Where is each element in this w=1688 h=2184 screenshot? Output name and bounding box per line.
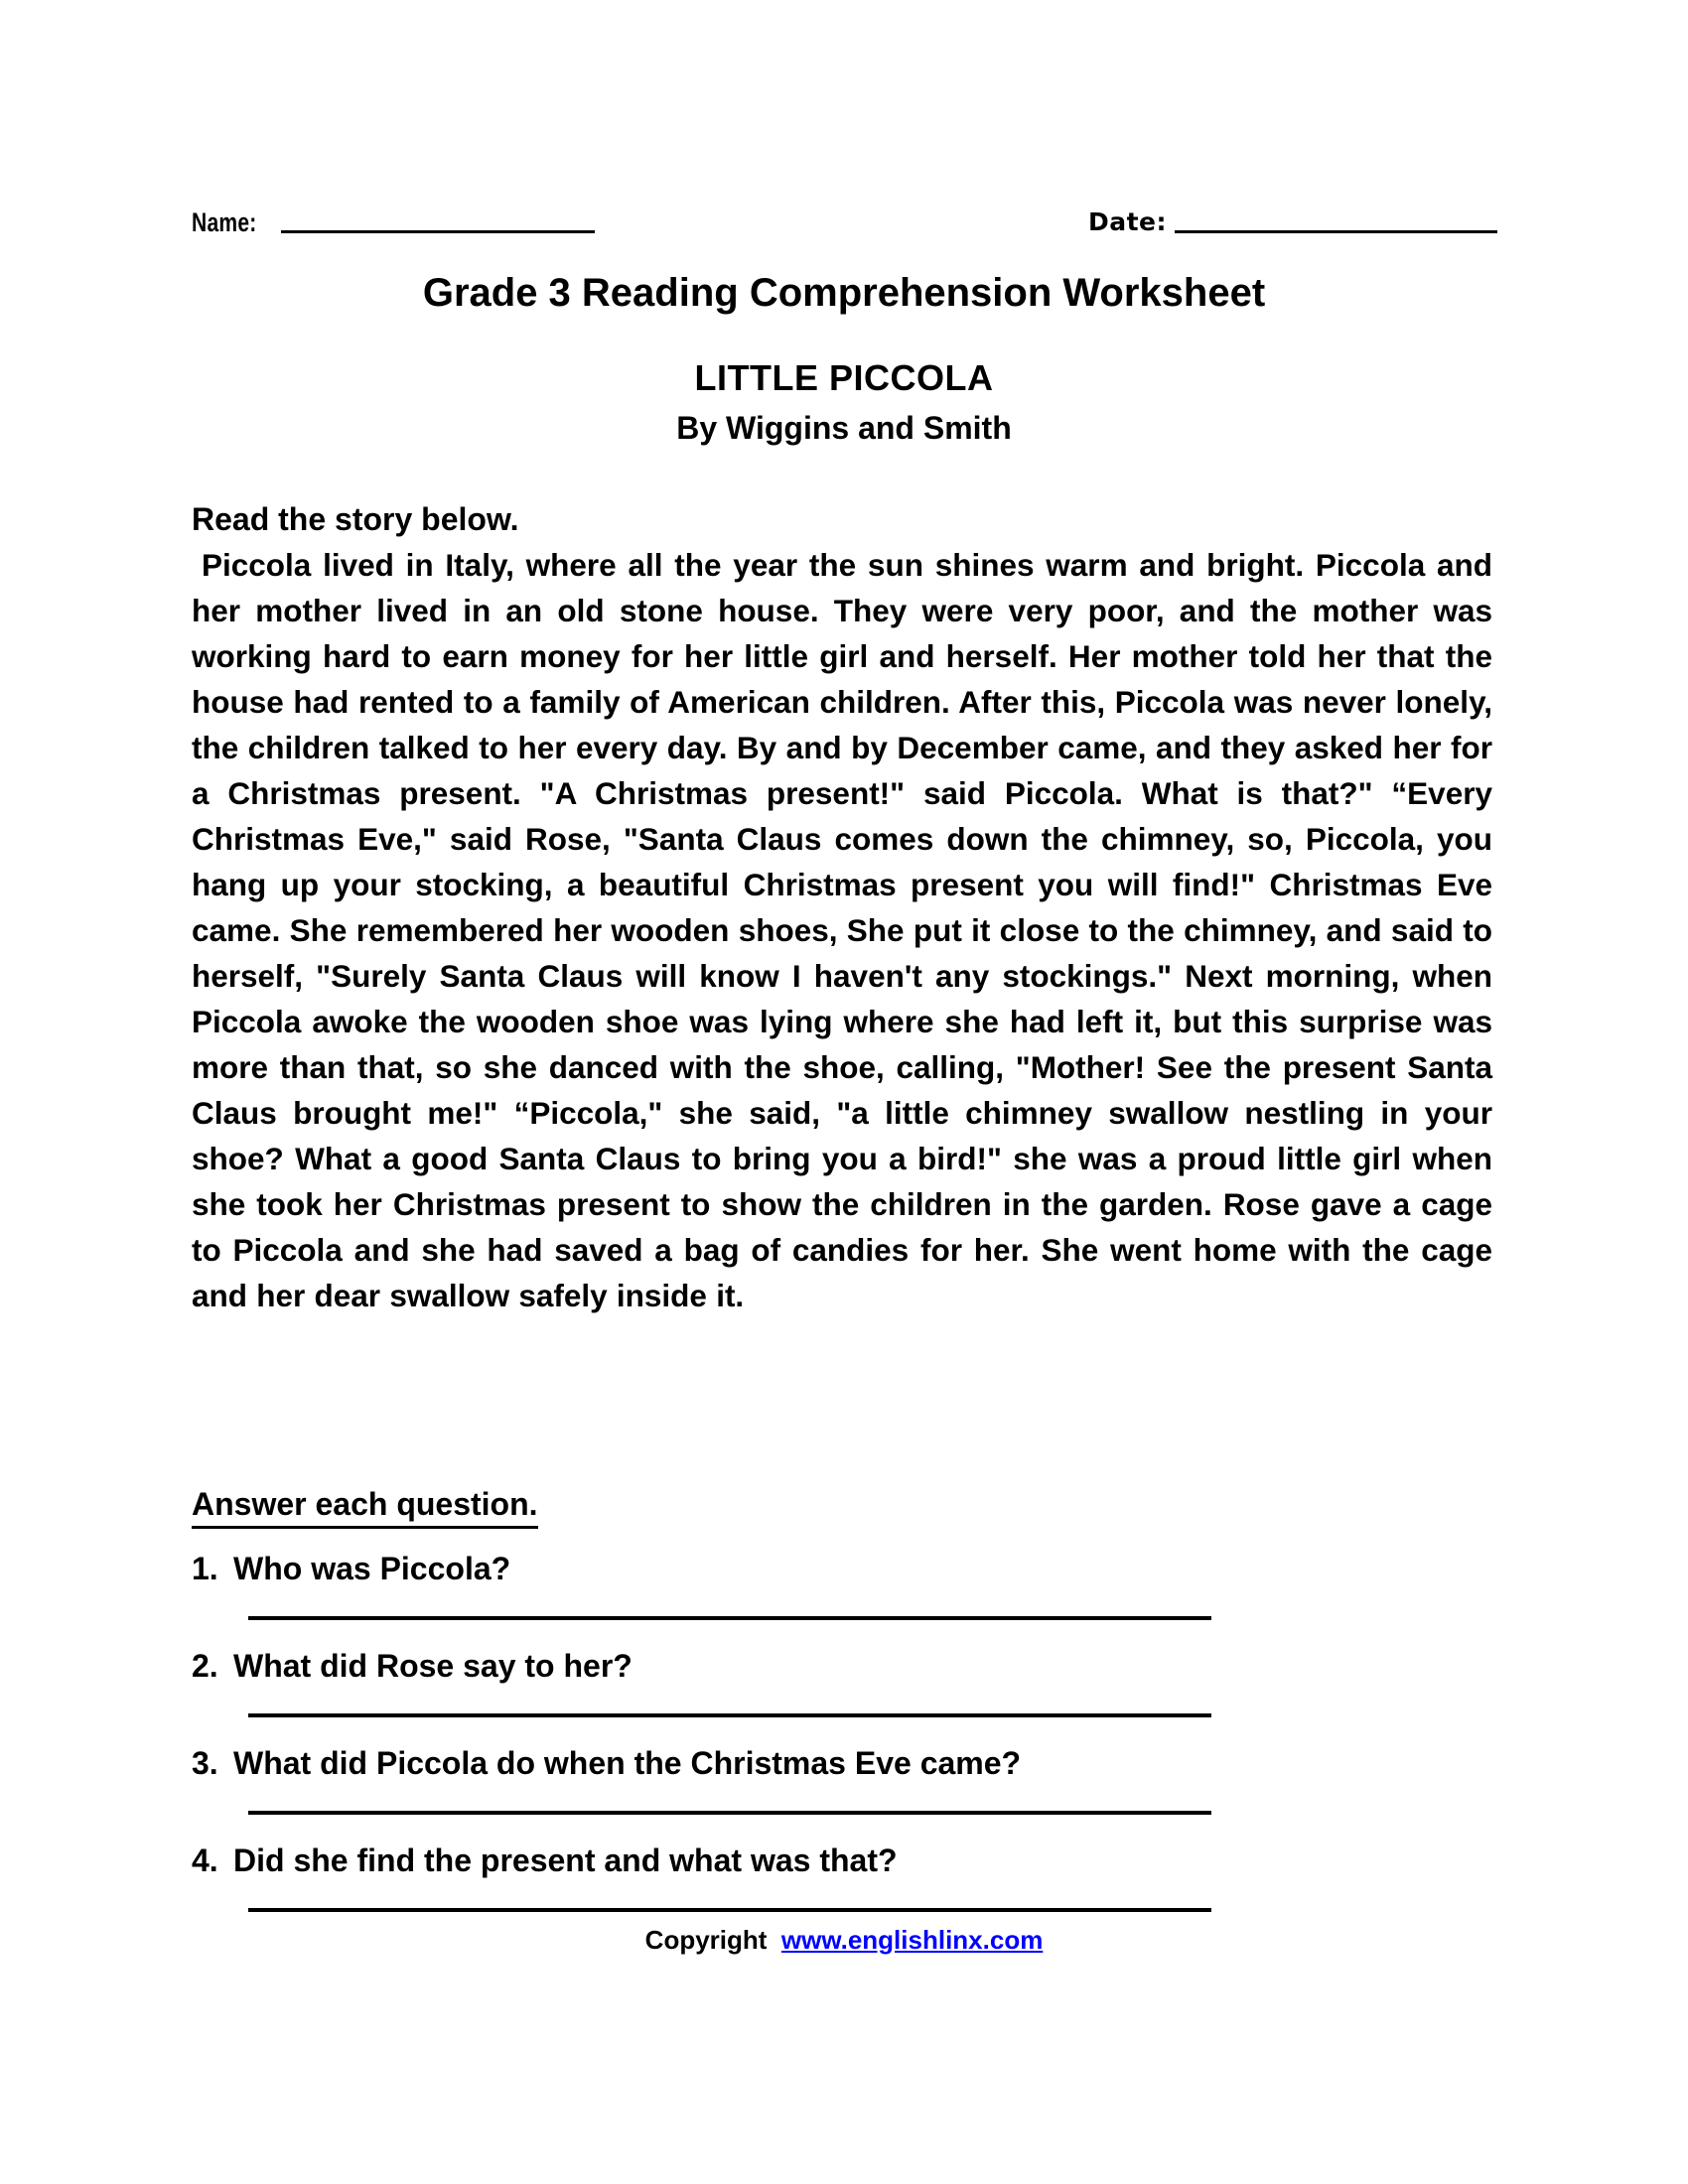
- question-text: Who was Piccola?: [233, 1551, 511, 1586]
- answer-write-line-3[interactable]: [248, 1811, 1211, 1815]
- name-label: Name:: [192, 207, 257, 237]
- story-title: LITTLE PICCOLA: [694, 357, 994, 398]
- question-line: [192, 1840, 1492, 1881]
- englishlinx-link[interactable]: www.englishlinx.com: [780, 1925, 1044, 1955]
- question-line: [192, 1742, 1492, 1784]
- student-info-row: [192, 192, 1497, 237]
- question-item-3: [192, 1742, 1492, 1815]
- date-label: Date:: [1087, 207, 1167, 236]
- answer-write-line-4[interactable]: [248, 1908, 1211, 1912]
- footer: [0, 1924, 1688, 1956]
- date-write-line[interactable]: [1175, 230, 1497, 233]
- questions-block: [192, 1484, 1492, 1937]
- question-line: [192, 1645, 1492, 1687]
- date-field: [1088, 207, 1497, 237]
- answer-each-question-heading: Answer each question.: [192, 1484, 538, 1529]
- question-line: [192, 1548, 1492, 1589]
- question-item-4: [192, 1840, 1492, 1912]
- reading-passage-block: [192, 496, 1492, 1318]
- answer-write-line-1[interactable]: [248, 1616, 1211, 1620]
- question-text: Did she find the present and what was that?: [233, 1843, 898, 1878]
- question-number: 3.: [192, 1745, 218, 1781]
- question-text: What did Rose say to her?: [233, 1648, 633, 1684]
- question-number: 2.: [192, 1648, 218, 1684]
- story-byline: By Wiggins and Smith: [676, 410, 1012, 446]
- name-field: [192, 207, 595, 237]
- story-passage-text: Piccola lived in Italy, where all the year the sun shines warm and bright. Piccola and her mother lived in an old stone house. They were very poor, and the mother was working hard to earn money for her little girl and herself. Her mother told her that the house had rented to a family of American children. After this, Piccola was never lonely, the children talked to her every day. By and by December came, and they asked her for a Christmas present. "A Christmas present!" said Piccola. What is that?" “Every Christmas Eve," said Rose, "Santa Claus comes down the chimney, so, Piccola, you hang up your stocking, a beautiful Christmas present you will find!" Christmas Eve came. She remembered her wooden shoes, She put it close to the chimney, and said to herself, "Surely Santa Claus will know I haven't any stockings." Next morning, when Piccola awoke the wooden shoe was lying where she had left it, but this surprise was more than that, so she danced with the shoe, calling, "Mother! See the present Santa Claus brought me!" “Piccola," she said, "a little chimney swallow nestling in your shoe? What a good Santa Claus to bring you a bird!" she was a proud little girl when she took her Christmas present to show the children in the garden. Rose gave a cage to Piccola and she had saved a bag of candies for her. She went home with the cage and her dear swallow safely inside it.: [192, 547, 1492, 1313]
- question-item-1: [192, 1548, 1492, 1620]
- question-number: 1.: [192, 1551, 218, 1586]
- question-number: 4.: [192, 1843, 218, 1878]
- question-text: What did Piccola do when the Christmas Eve came?: [233, 1745, 1022, 1781]
- answer-write-line-2[interactable]: [248, 1713, 1211, 1717]
- copyright-label: Copyright: [644, 1925, 768, 1955]
- question-item-2: [192, 1645, 1492, 1717]
- worksheet-title: Grade 3 Reading Comprehension Worksheet: [422, 271, 1266, 315]
- read-instruction: Read the story below.: [192, 501, 519, 537]
- name-write-line[interactable]: [281, 230, 595, 233]
